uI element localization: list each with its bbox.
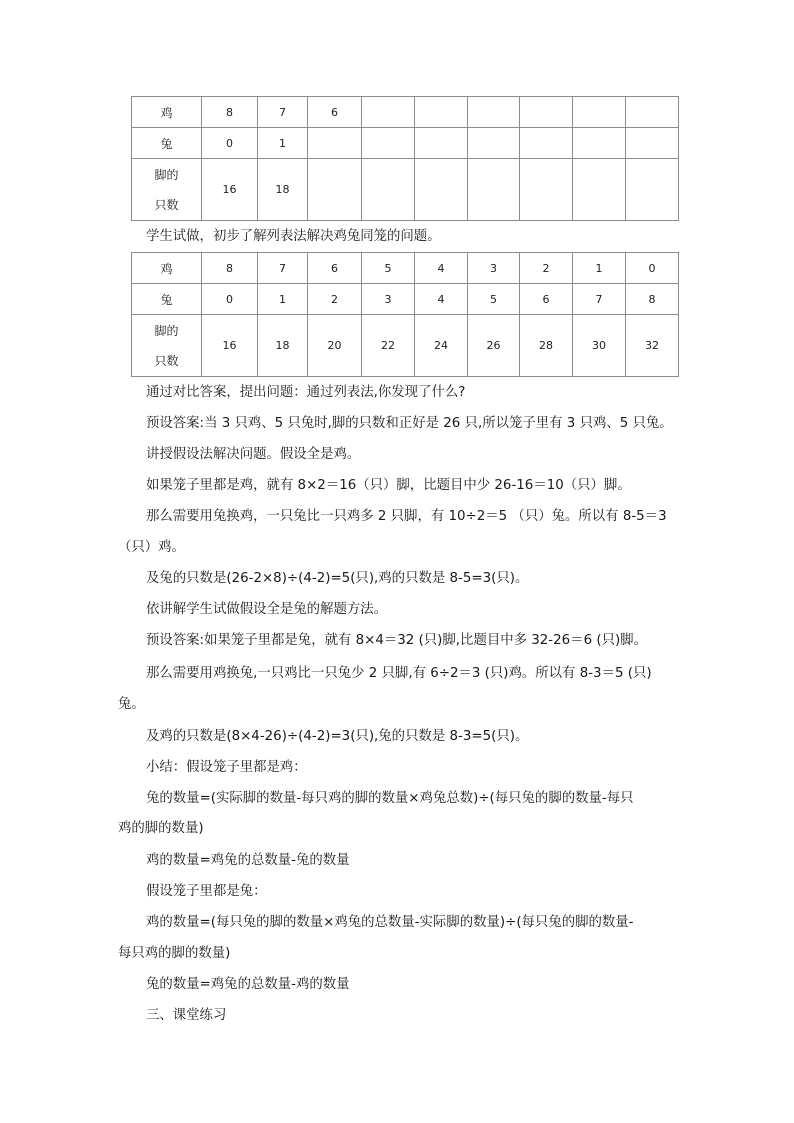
paragraph: 依讲解学生试做假设全是兔的解题方法。 (146, 602, 388, 617)
row-label-feet-line2: 只数 (154, 353, 179, 368)
section-heading: 三、课堂练习 (146, 1008, 227, 1023)
paragraph: 那么需要用兔换鸡，一只兔比一只鸡多 2 只脚，有 10÷2＝5 （只）兔。所以有 8-5＝3 (146, 509, 667, 524)
table-cell: 1 (573, 253, 626, 284)
table-cell: 3 (468, 253, 520, 284)
table-cell (308, 128, 362, 159)
paragraph: 兔的数量=(实际脚的数量-每只鸡的脚的数量×鸡兔总数)÷(每只兔的脚的数量-每只 (146, 791, 634, 806)
table-cell: 32 (626, 315, 679, 377)
table-cell: 1 (258, 128, 308, 159)
row-label-feet (132, 159, 202, 221)
paragraph-continuation: 每只鸡的脚的数量) (118, 946, 231, 961)
table-cell: 0 (202, 128, 258, 159)
paragraph: 如果笼子里都是鸡，就有 8×2＝16（只）脚，比题目中少 26-16＝10（只）脚。 (146, 478, 631, 493)
row-label-chicken: 鸡 (132, 253, 202, 284)
table-cell (468, 128, 520, 159)
paragraph: 预设答案:当 3 只鸡、5 只兔时,脚的只数和正好是 26 只,所以笼子里有 3 只鸡、5 只兔。 (146, 416, 673, 431)
table-cell (308, 159, 362, 221)
table-cell (362, 128, 415, 159)
table-cell (626, 128, 679, 159)
paragraph: 那么需要用鸡换兔,一只鸡比一只兔少 2 只脚,有 6÷2＝3 (只)鸡。所以有 8-3＝5 (只) (146, 666, 652, 681)
table-cell (415, 159, 468, 221)
table-row (132, 97, 679, 128)
row-label-feet (132, 315, 202, 377)
paragraph: 鸡的数量=鸡兔的总数量-兔的数量 (146, 853, 350, 868)
table-cell: 6 (308, 97, 362, 128)
table-cell (415, 128, 468, 159)
table-cell: 8 (202, 253, 258, 284)
table-cell (520, 97, 573, 128)
paragraph: 通过对比答案，提出问题：通过列表法,你发现了什么? (146, 385, 466, 400)
table-cell: 2 (520, 253, 573, 284)
table-cell: 2 (308, 284, 362, 315)
paragraph: 小结：假设笼子里都是鸡： (146, 760, 307, 775)
table-cell: 26 (468, 315, 520, 377)
table-cell: 6 (520, 284, 573, 315)
table-cell (415, 97, 468, 128)
paragraph-continuation: （只）鸡。 (118, 540, 185, 555)
table-cell (626, 97, 679, 128)
table-cell (468, 159, 520, 221)
table-cell: 1 (258, 284, 308, 315)
row-label-feet-line1: 脚的 (154, 167, 179, 182)
table-row (132, 284, 679, 315)
table-cell (468, 97, 520, 128)
table-row (132, 159, 679, 221)
table-cell (520, 128, 573, 159)
row-label-rabbit: 兔 (132, 128, 202, 159)
paragraph-continuation: 兔。 (118, 697, 145, 712)
row-label-feet-line1: 脚的 (154, 323, 179, 338)
table-cell: 16 (202, 159, 258, 221)
table-cell: 0 (202, 284, 258, 315)
table-cell: 18 (258, 159, 308, 221)
trial-table-complete (131, 252, 679, 377)
table-cell: 7 (573, 284, 626, 315)
paragraph: 及鸡的只数是(8×4-26)÷(4-2)=3(只),兔的只数是 8-3=5(只)。 (146, 729, 529, 744)
table-cell: 3 (362, 284, 415, 315)
table-cell: 5 (362, 253, 415, 284)
table-cell (362, 159, 415, 221)
table-cell: 18 (258, 315, 308, 377)
table-cell (520, 159, 573, 221)
table-cell: 24 (415, 315, 468, 377)
trial-table-partial (131, 96, 679, 221)
paragraph: 讲授假设法解决问题。假设全是鸡。 (146, 447, 361, 462)
row-label-chicken: 鸡 (132, 97, 202, 128)
table-cell: 20 (308, 315, 362, 377)
table-row (132, 128, 679, 159)
table-cell: 8 (626, 284, 679, 315)
table-cell (362, 97, 415, 128)
table-cell: 28 (520, 315, 573, 377)
table-row (132, 253, 679, 284)
paragraph: 及兔的只数是(26-2×8)÷(4-2)=5(只),鸡的只数是 8-5=3(只)。 (146, 571, 529, 586)
table-cell: 22 (362, 315, 415, 377)
table-cell: 4 (415, 253, 468, 284)
table-cell: 7 (258, 253, 308, 284)
row-label-feet-line2: 只数 (154, 197, 179, 212)
table-cell: 8 (202, 97, 258, 128)
table-row (132, 315, 679, 377)
paragraph-continuation: 鸡的脚的数量) (118, 821, 204, 836)
table-cell: 6 (308, 253, 362, 284)
table-cell (573, 159, 626, 221)
table-cell (626, 159, 679, 221)
table-cell: 0 (626, 253, 679, 284)
row-label-rabbit: 兔 (132, 284, 202, 315)
table-cell: 16 (202, 315, 258, 377)
table-cell: 7 (258, 97, 308, 128)
paragraph: 假设笼子里都是兔： (146, 884, 267, 899)
table-cell: 4 (415, 284, 468, 315)
paragraph: 鸡的数量=(每只兔的脚的数量×鸡兔的总数量-实际脚的数量)÷(每只兔的脚的数量- (146, 915, 634, 930)
table-cell: 5 (468, 284, 520, 315)
table-cell: 30 (573, 315, 626, 377)
table-cell (573, 128, 626, 159)
paragraph: 学生试做，初步了解列表法解决鸡兔同笼的问题。 (146, 229, 441, 244)
paragraph: 兔的数量=鸡兔的总数量-鸡的数量 (146, 977, 350, 992)
table-cell (573, 97, 626, 128)
paragraph: 预设答案:如果笼子里都是兔，就有 8×4＝32 (只)脚,比题目中多 32-26＝6 (只)脚。 (146, 633, 647, 648)
